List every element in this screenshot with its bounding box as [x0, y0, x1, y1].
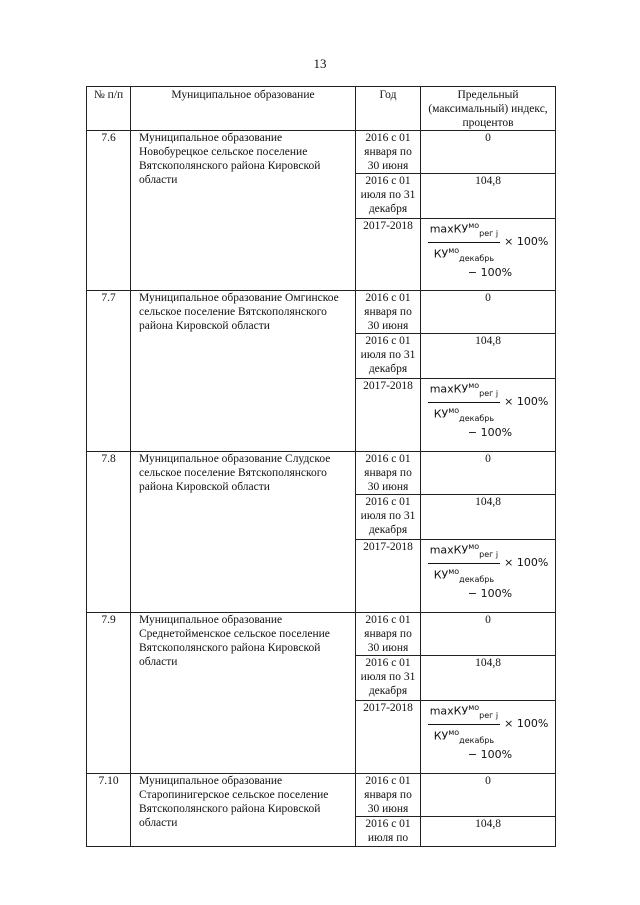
numerator-sub: рег j [479, 388, 499, 398]
denominator-sub: декабрь [459, 735, 495, 745]
period-year: 2017-2018 [356, 540, 421, 613]
formula-denominator [432, 725, 496, 748]
header-index: Предельный (максимальный) индекс, процентов [421, 87, 556, 131]
numerator-sub: рег j [479, 228, 499, 238]
period-year: 2016 с 01 июля по [356, 817, 421, 847]
index-value: 0 [421, 774, 556, 817]
denominator-base: КУ [433, 247, 449, 261]
formula-times: × 100% [504, 556, 549, 570]
municipality-name: Муниципальное образование Слудское сельское поселение Вятскополянского района Кировской области [131, 452, 356, 613]
denominator-sup: мо [448, 405, 460, 415]
formula-minus: − 100% [467, 425, 513, 439]
numerator-sub: рег j [479, 549, 499, 559]
period-year: 2016 с 01 января по 30 июня [356, 131, 421, 174]
table-row [87, 613, 556, 656]
formula-numerator [428, 379, 500, 403]
index-value: 104,8 [421, 174, 556, 219]
formula-denominator [432, 403, 496, 426]
index-value: 104,8 [421, 495, 556, 540]
table-row [87, 774, 556, 817]
numerator-base: maxКУ [429, 543, 469, 557]
denominator-sup: мо [448, 245, 460, 255]
index-value: 0 [421, 452, 556, 495]
formula-times: × 100% [504, 395, 549, 409]
municipality-name: Муниципальное образование Омгинское сельское поселение Вятскополянского района Кировской области [131, 291, 356, 452]
row-number: 7.10 [87, 774, 131, 847]
numerator-sup: мо [468, 542, 480, 551]
period-year: 2017-2018 [356, 219, 421, 291]
numerator-sup: мо [468, 381, 480, 390]
period-year: 2016 с 01 января по 30 июня [356, 452, 421, 495]
header-municipality: Муниципальное образование [131, 87, 356, 131]
header-year: Год [356, 87, 421, 131]
period-year: 2016 с 01 июля по 31 декабря [356, 495, 421, 540]
denominator-sup: мо [448, 566, 460, 576]
row-number: 7.6 [87, 131, 131, 291]
period-year: 2016 с 01 января по 30 июня [356, 774, 421, 817]
formula-expression [428, 540, 549, 587]
formula-expression [428, 219, 549, 266]
index-value: 0 [421, 613, 556, 656]
denominator-sub: декабрь [459, 413, 495, 423]
numerator-sup: мо [468, 221, 480, 230]
formula-fraction [428, 219, 500, 266]
period-year: 2016 с 01 июля по 31 декабря [356, 656, 421, 701]
numerator-base: maxКУ [429, 222, 469, 236]
page-number: 13 [313, 56, 327, 71]
formula-numerator [428, 540, 500, 564]
numerator-sub: рег j [479, 710, 499, 720]
index-value: 0 [421, 131, 556, 174]
denominator-sub: декабрь [459, 574, 495, 584]
table-header-row [87, 87, 556, 131]
index-value: 104,8 [421, 334, 556, 379]
index-value: 104,8 [421, 817, 556, 847]
period-year: 2017-2018 [356, 379, 421, 452]
formula-denominator [432, 564, 496, 587]
formula-fraction [428, 379, 500, 426]
table-body [87, 131, 556, 847]
denominator-base: КУ [433, 568, 449, 582]
table-row [87, 131, 556, 174]
denominator-sup: мо [448, 727, 460, 737]
period-year: 2016 с 01 января по 30 июня [356, 613, 421, 656]
formula-minus: − 100% [467, 747, 513, 761]
table-row [87, 291, 556, 334]
formula-fraction [428, 540, 500, 587]
index-formula [421, 219, 556, 291]
denominator-base: КУ [433, 729, 449, 743]
denominator-sub: декабрь [459, 253, 495, 263]
municipality-name: Муниципальное образование Старопинигерское сельское поселение Вятскополянского района Кировской области [131, 774, 356, 847]
period-year: 2016 с 01 января по 30 июня [356, 291, 421, 334]
row-number: 7.9 [87, 613, 131, 774]
formula-minus: − 100% [467, 265, 513, 279]
formula-numerator [428, 701, 500, 725]
period-year: 2017-2018 [356, 701, 421, 774]
formula-expression [428, 701, 549, 748]
formula-denominator [432, 243, 496, 266]
formula-fraction [428, 701, 500, 748]
numerator-base: maxКУ [429, 704, 469, 718]
municipality-name: Муниципальное образование Среднетоймeнское сельское поселение Вятскополянского района Кировской области [131, 613, 356, 774]
index-formula [421, 701, 556, 774]
index-value: 104,8 [421, 656, 556, 701]
denominator-base: КУ [433, 407, 449, 421]
index-formula [421, 540, 556, 613]
formula-times: × 100% [504, 235, 549, 249]
row-number: 7.8 [87, 452, 131, 613]
formula-expression [428, 379, 549, 426]
header-num: № п/п [87, 87, 131, 131]
municipality-name: Муниципальное образование Новобурецкое сельское поселение Вятскополянского района Кировской области [131, 131, 356, 291]
index-formula [421, 379, 556, 452]
formula-numerator [428, 219, 500, 243]
formula-times: × 100% [504, 717, 549, 731]
period-year: 2016 с 01 июля по 31 декабря [356, 334, 421, 379]
numerator-base: maxКУ [429, 382, 469, 396]
numerator-sup: мо [468, 703, 480, 712]
period-year: 2016 с 01 июля по 31 декабря [356, 174, 421, 219]
formula-minus: − 100% [467, 586, 513, 600]
row-number: 7.7 [87, 291, 131, 452]
table-row [87, 452, 556, 495]
tariff-index-table [86, 86, 556, 847]
index-value: 0 [421, 291, 556, 334]
